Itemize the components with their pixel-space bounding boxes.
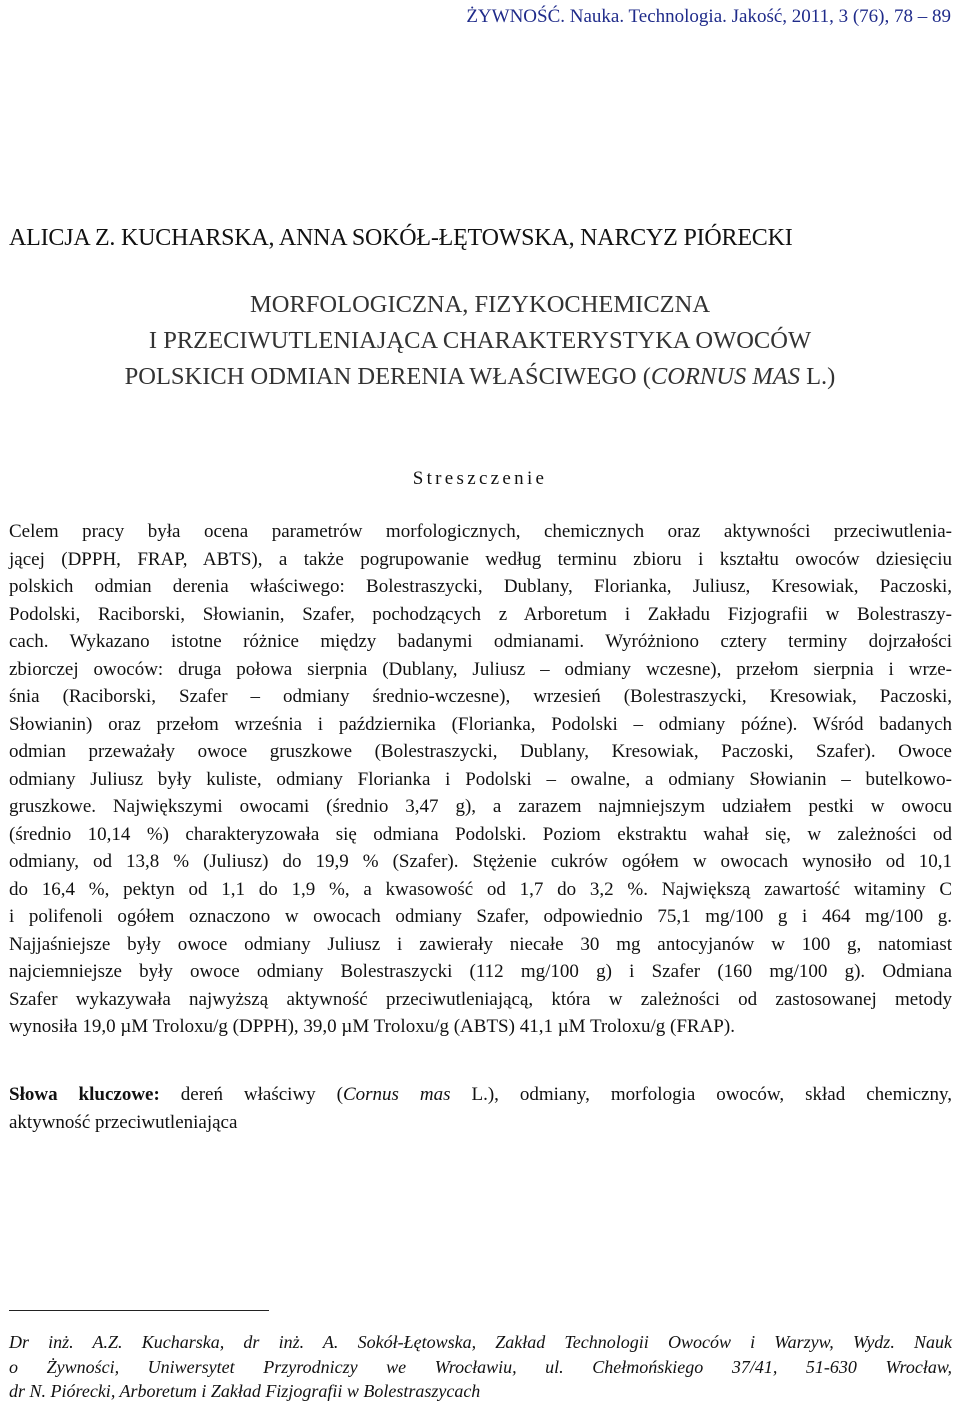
abstract-line: i polifenoli ogółem oznaczono w owocach odmiany Szafer, odpowiednio 75,1 mg/100 g i 464 mg/100 g. (9, 906, 952, 927)
keywords-species: Cornus mas (342, 1084, 451, 1105)
footnote-line-1: Dr inż. A.Z. Kucharska, dr inż. A. Sokół-Łętowska, Zakład Technologii Owoców i Warzyw, Wydz. Nauk (9, 1332, 952, 1352)
keywords-line-2: aktywność przeciwutleniająca (9, 1111, 238, 1133)
keywords-line-1 (9, 1081, 952, 1109)
footnote-divider (9, 1310, 269, 1311)
keywords (9, 1081, 952, 1136)
abstract-line: śnia (Raciborski, Szafer – odmiany średnio-wczesne), wrzesień (Bolestraszycki, Kresowiak, Paczoski, (9, 686, 952, 707)
title-line-2: I PRZECIWUTLENIAJĄCA CHARAKTERYSTYKA OWOCÓW (148, 327, 812, 354)
abstract-line: Podolski, Raciborski, Słowianin, Szafer, pochodzących z Arboretum i Zakładu Fizjografii w Bolestraszy- (9, 603, 952, 625)
keywords-pre: dereń właściwy ( (159, 1084, 343, 1105)
abstract-line: do 16,4 %, pektyn od 1,1 do 1,9 %, a kwasowość od 1,7 do 3,2 %. Największą zawartość witaminy C (9, 878, 952, 900)
footnote-line-2: o Żywności, Uniwersytet Przyrodniczy we Wrocławiu, ul. Chełmońskiego 37/41, 51-630 Wrocław, (9, 1356, 952, 1377)
title-line-3-post: L.) (799, 363, 836, 390)
title-line-3-pre: POLSKICH ODMIAN DERENIA WŁAŚCIWEGO ( (124, 363, 651, 390)
paper-title (0, 287, 960, 395)
abstract-line: odmian przeważały owoce gruszkowe (Bolestraszycki, Dublany, Kresowiak, Paczoski, Szafer). Owoce (9, 741, 952, 762)
title-species-name: CORNUS MAS (650, 363, 800, 390)
abstract-line: Najjaśniejsze były owoce odmiany Juliusz i zawierały niecałe 30 mg antocyjanów w 100 g, natomiast (9, 933, 952, 955)
abstract-line: jącej (DPPH, FRAP, ABTS), a także pogrupowanie według terminu zbioru i kształtu owoców dziesięciu (9, 548, 952, 570)
title-line-3 (0, 359, 960, 395)
abstract-line: odmiany, od 13,8 % (Juliusz) do 19,9 % (Szafer). Stężenie cukrów ogółem w owocach wynosiło od 10,1 (9, 851, 952, 872)
abstract-line: wynosiła 19,0 µM Troloxu/g (DPPH), 39,0 µM Troloxu/g (ABTS) 41,1 µM Troloxu/g (FRAP). (9, 1016, 735, 1037)
keywords-label: Słowa kluczowe: (9, 1084, 160, 1105)
journal-header: ŻYWNOŚĆ. Nauka. Technologia. Jakość, 2011, 3 (76), 78 – 89 (466, 6, 951, 27)
footnote-line-3: dr N. Piórecki, Arboretum i Zakład Fizjografii w Bolestraszycach (9, 1381, 481, 1401)
abstract-line: Szafer wykazywała najwyższą aktywność przeciwutleniającą, która w zależności od zastosowanej metody (9, 988, 952, 1010)
abstract-body (9, 518, 952, 1041)
authors: ALICJA Z. KUCHARSKA, ANNA SOKÓŁ-ŁĘTOWSKA, NARCYZ PIÓRECKI (9, 225, 793, 251)
keywords-post: L.), odmiany, morfologia owoców, skład chemiczny, (450, 1084, 953, 1105)
abstract-line: (średnio 10,14 %) charakteryzowała się odmiana Podolski. Poziom ekstraktu wahał się, w zależności od (9, 823, 952, 845)
abstract-line: odmiany Juliusz były kuliste, odmiany Florianka i Podolski – owalne, a odmiany Słowianin – butelkowo- (9, 768, 952, 790)
abstract-line: zbiorczej owoców: druga połowa sierpnia (Dublany, Juliusz – odmiany wczesne), przełom sierpnia i wrze- (9, 658, 952, 680)
abstract-heading: Streszczenie (412, 468, 548, 489)
abstract-line: najciemniejsze były owoce odmiany Bolestraszycki (112 mg/100 g) i Szafer (160 mg/100 g). Odmiana (9, 961, 952, 982)
abstract-line: cach. Wykazano istotne różnice między badanymi odmianami. Wyróżniono cztery terminy dojrzałości (9, 631, 952, 652)
abstract-line: polskich odmian derenia właściwego: Bolestraszycki, Dublany, Florianka, Juliusz, Kresowiak, Paczoski, (9, 576, 952, 597)
abstract-line: Celem pracy była ocena parametrów morfologicznych, chemicznych oraz aktywności przeciwutlenia- (9, 521, 952, 542)
author-affiliations-footnote (9, 1330, 952, 1404)
abstract-line: gruszkowe. Największymi owocami (średnio 3,47 g), a zarazem najmniejszym udziałem pestki w owocu (9, 796, 952, 817)
title-line-1: MORFOLOGICZNA, FIZYKOCHEMICZNA (249, 291, 711, 318)
abstract-line: Słowianin) oraz przełom września i października (Florianka, Podolski – odmiany późne). Wśród badanych (9, 713, 952, 735)
